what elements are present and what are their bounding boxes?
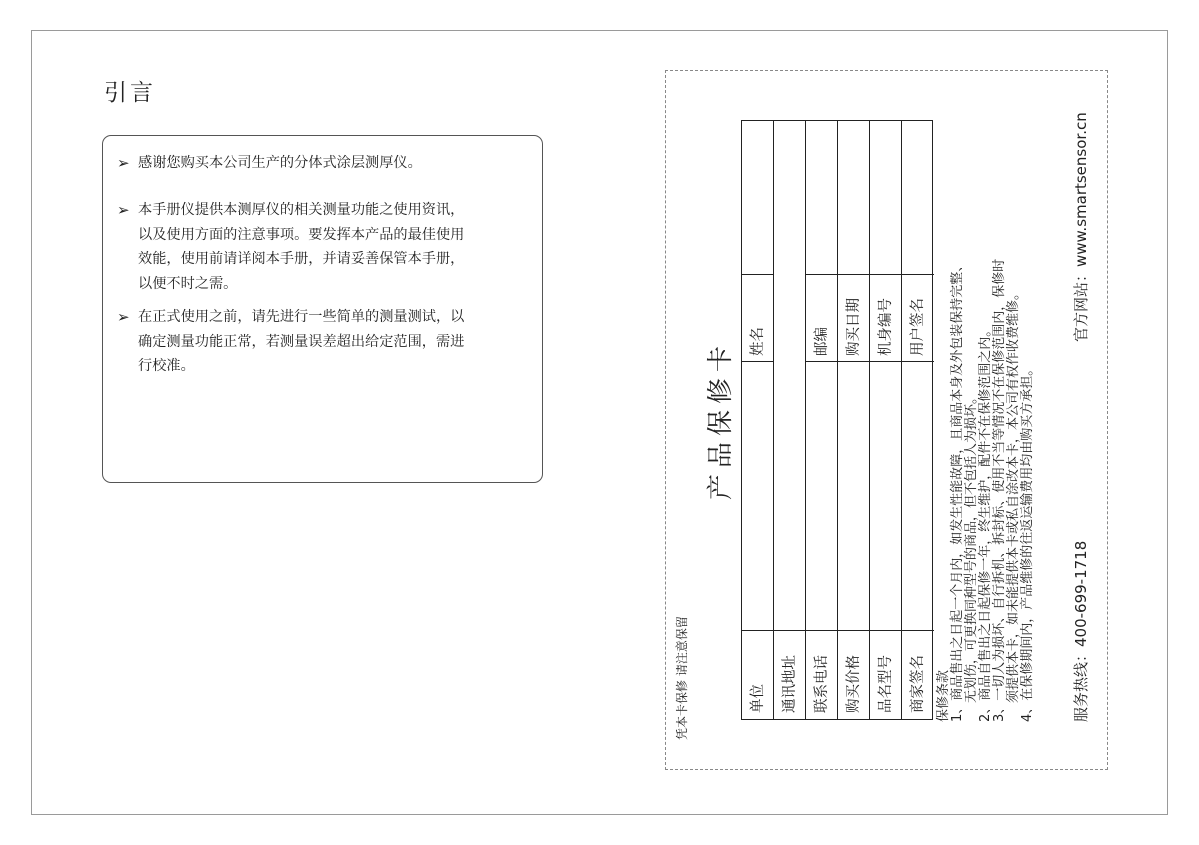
table-cell-label: 姓名 <box>750 327 766 356</box>
terms-line: 无划伤，可更换同种型号的商品，但不包括人为损坏。 <box>964 390 979 703</box>
arrow-bullet-icon: ➢ <box>117 201 130 219</box>
table-row <box>902 121 934 719</box>
table-cell-label: 购买价格 <box>846 655 862 713</box>
warranty-card <box>665 70 1108 770</box>
table-row <box>838 121 870 719</box>
table-row <box>870 121 902 719</box>
terms-line: 须提供本卡，如未能提供本卡或私自涂改本卡，本公司有权作收费维修。 <box>1006 286 1021 703</box>
official-website: 官方网站：www.smartsensor.cn <box>1072 112 1090 342</box>
intro-line: 在正式使用之前，请先进行一些简单的测量测试，以 <box>138 309 465 325</box>
table-cell-label: 单位 <box>750 684 766 713</box>
warranty-info-table <box>741 120 933 720</box>
card-footer <box>1070 112 1091 722</box>
table-row <box>806 121 838 719</box>
intro-item <box>117 305 530 379</box>
table-row <box>742 121 774 719</box>
terms-line: 3、一切人为损坏、自行拆机、拆封标、使用不当等情况不在保修范围内，保修时 <box>992 258 1007 722</box>
intro-line: 以便不时之需。 <box>138 275 238 292</box>
terms-heading: 保修条款 <box>936 669 951 722</box>
intro-line: 本手册仪提供本测厚仪的相关测量功能之使用资讯， <box>138 202 465 218</box>
table-cell-label: 商家签名 <box>910 655 926 713</box>
intro-item <box>117 198 530 296</box>
intro-box <box>102 135 543 483</box>
intro-item <box>117 151 530 176</box>
intro-line: 效能，使用前请详阅本手册，并请妥善保管本手册， <box>138 251 465 267</box>
service-hotline: 服务热线：400-699-1718 <box>1072 540 1090 722</box>
terms-line: 2、商品自售出之日起保修一年，终生维护，配件不在保修范围之内。 <box>978 323 993 722</box>
table-row <box>774 121 806 719</box>
page-title: 引言 <box>104 80 156 106</box>
arrow-bullet-icon: ➢ <box>117 308 130 326</box>
table-cell-label: 机身编号 <box>878 298 894 356</box>
terms-line: 4、在保修期间内，产品维修的往返运输费用均由购买方承担。 <box>1020 362 1035 722</box>
table-cell-label: 邮编 <box>814 327 830 356</box>
intro-line: 行校准。 <box>138 358 195 374</box>
intro-line: 感谢您购买本公司生产的分体式涂层测厚仪。 <box>138 155 422 171</box>
table-cell-label: 联系电话 <box>814 655 830 713</box>
terms-line: 1、商品售出之日起一个月内，如发生性能故障，且商品本身及外包装保持完整、 <box>950 258 965 722</box>
table-cell-label: 购买日期 <box>846 298 862 356</box>
table-cell-label: 品名型号 <box>878 655 894 713</box>
intro-line: 确定测量功能正常，若测量误差超出给定范围，需进 <box>138 333 465 350</box>
intro-line: 以及使用方面的注意事项。要发挥本产品的最佳使用 <box>138 226 465 243</box>
card-title: 产品保修卡 <box>706 340 736 501</box>
keep-note: 凭本卡保修 请注意保留 <box>675 616 689 740</box>
table-cell-label: 用户签名 <box>910 298 926 356</box>
arrow-bullet-icon: ➢ <box>117 154 130 172</box>
warranty-terms <box>937 82 1035 722</box>
table-cell-label: 通讯地址 <box>782 655 798 713</box>
